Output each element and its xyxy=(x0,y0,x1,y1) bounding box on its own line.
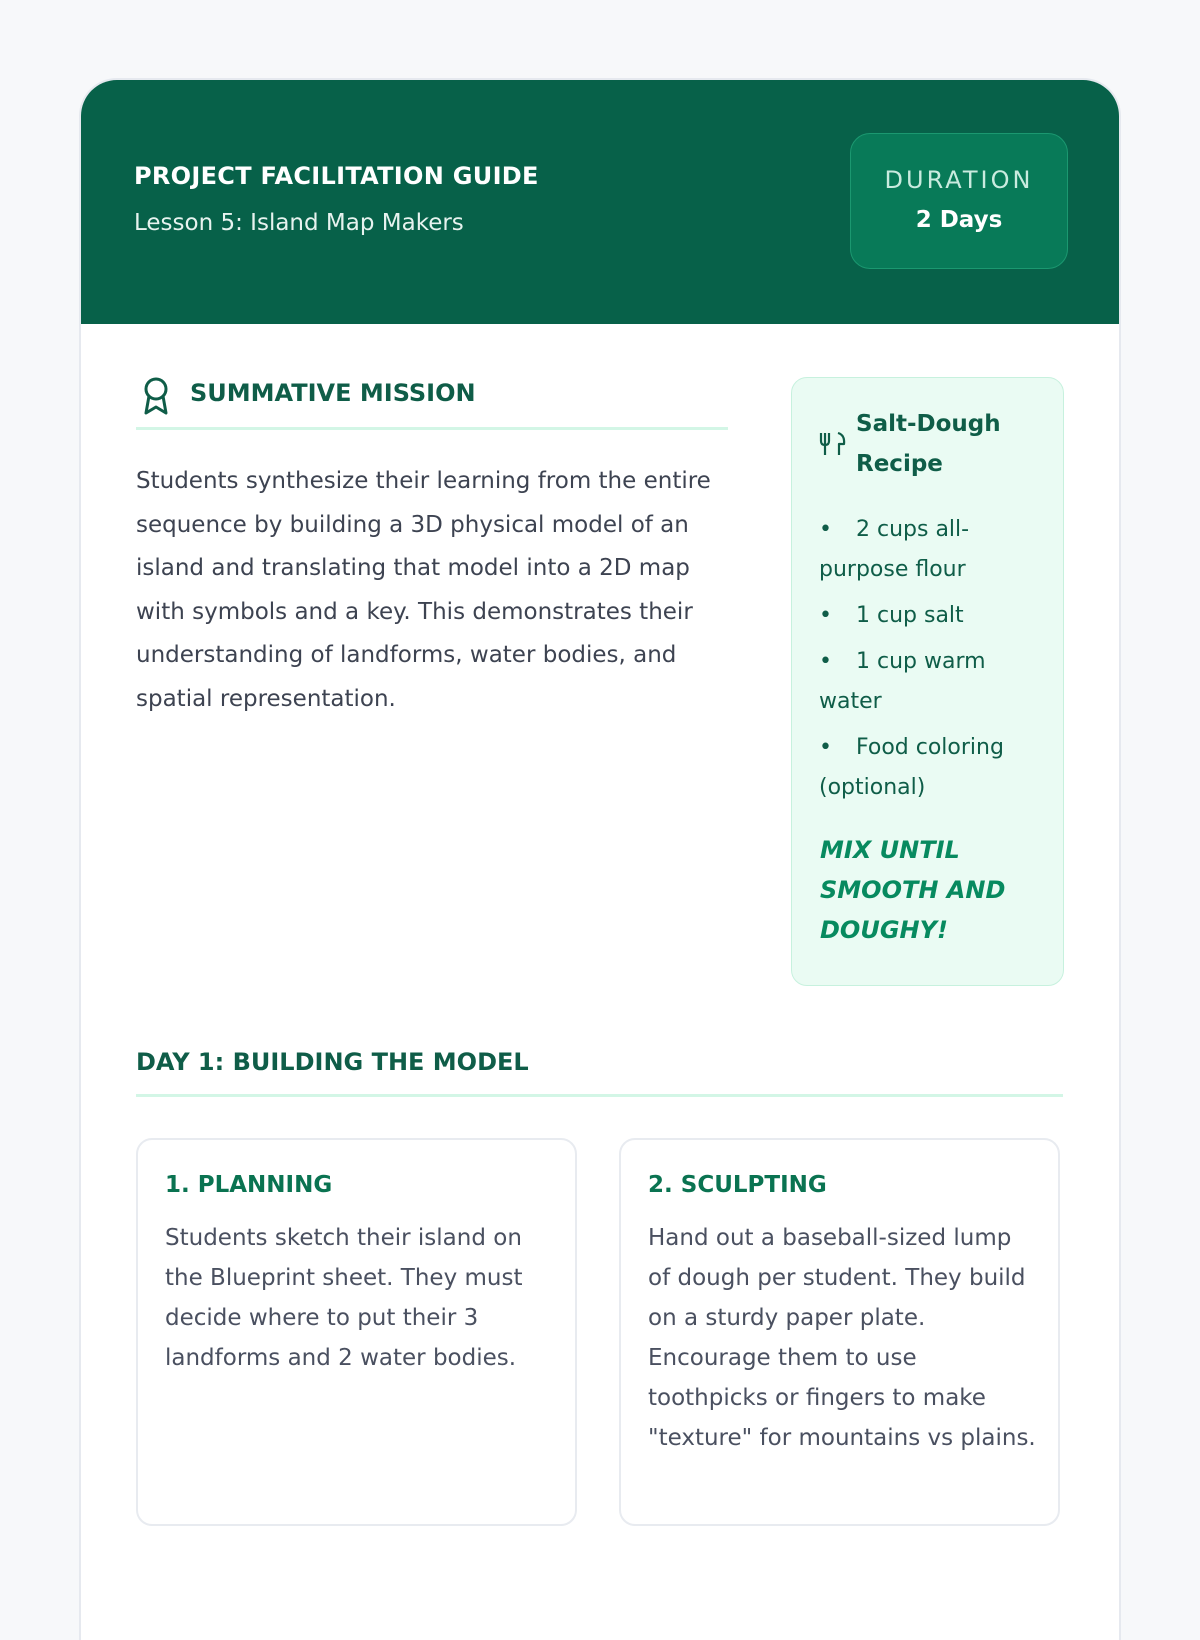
lesson-subtitle: Lesson 5: Island Map Makers xyxy=(134,210,464,236)
bullet-icon: • xyxy=(819,517,832,542)
ingredient-list xyxy=(819,510,1049,814)
duration-badge xyxy=(850,133,1068,269)
step-title: 2. SCULPTING xyxy=(648,1172,827,1198)
recipe-panel xyxy=(791,377,1064,986)
list-item xyxy=(819,728,1049,808)
list-item xyxy=(819,596,1049,636)
recipe-note: MIX UNTIL SMOOTH AND DOUGHY! xyxy=(820,836,1006,944)
ingredient-text: 1 cup salt xyxy=(856,603,964,628)
duration-label: DURATION xyxy=(884,166,1034,194)
utensils-icon xyxy=(818,431,848,457)
list-item xyxy=(819,642,1049,722)
duration-value: 2 Days xyxy=(915,207,1003,233)
guide-header xyxy=(81,80,1119,324)
guide-card xyxy=(81,80,1119,1640)
ingredient-text: Food coloring (optional) xyxy=(819,735,1004,800)
mission-title: SUMMATIVE MISSION xyxy=(190,379,476,407)
bullet-icon: • xyxy=(819,735,832,760)
mission-description: Students synthesize their learning from the entire sequence by building a 3D physical model of an island and translating that model into a 2D map with symbols and a key. This demonstrates their understanding of landforms, water bodies, and spatial representation. xyxy=(136,468,711,712)
step-card-planning xyxy=(136,1138,577,1526)
mission-heading xyxy=(136,377,728,430)
list-item xyxy=(819,510,1049,590)
guide-title: PROJECT FACILITATION GUIDE xyxy=(134,162,539,190)
step-title: 1. PLANNING xyxy=(165,1172,333,1198)
step-description: Hand out a baseball-sized lump of dough per student. They build on a sturdy paper plate. Encourage them to use toothpicks or fingers to make "texture" for mountains vs plains. xyxy=(648,1225,1036,1451)
bullet-icon: • xyxy=(819,649,832,674)
step-card-sculpting xyxy=(619,1138,1060,1526)
day1-heading xyxy=(136,1042,1063,1097)
recipe-title: Salt-Dough Recipe xyxy=(856,411,1001,477)
step-description: Students sketch their island on the Blueprint sheet. They must decide where to put their 3 landforms and 2 water bodies. xyxy=(165,1225,523,1371)
ingredient-text: 1 cup warm water xyxy=(819,649,986,714)
ingredient-text: 2 cups all-purpose flour xyxy=(819,517,970,582)
award-ribbon-icon xyxy=(142,377,170,417)
day1-title: DAY 1: BUILDING THE MODEL xyxy=(136,1048,529,1076)
bullet-icon: • xyxy=(819,603,832,628)
